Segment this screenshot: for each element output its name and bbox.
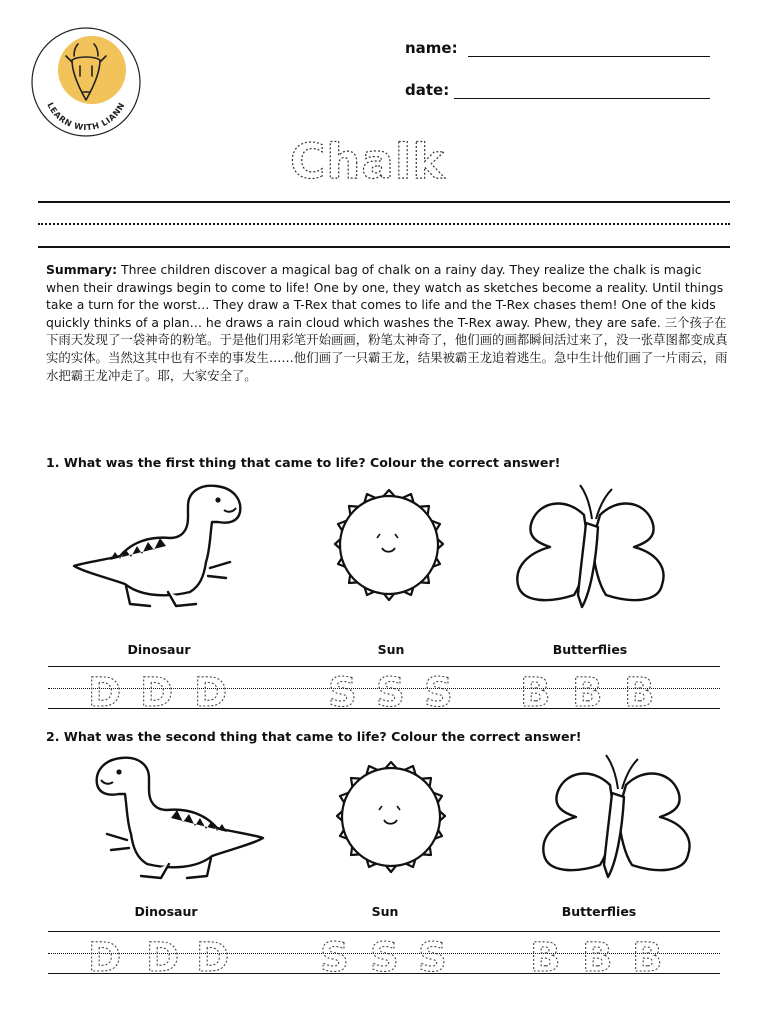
logo-brand-text: LEARN WITH LIANN	[45, 100, 127, 133]
q1-option-dinosaur[interactable]: Dinosaur	[127, 642, 191, 657]
trace-letter: B	[530, 935, 561, 977]
trace-letter: D	[194, 670, 228, 712]
svg-text:Chalk: Chalk	[290, 134, 446, 190]
handwriting-top-line	[38, 201, 730, 203]
q2-option-dinosaur[interactable]: Dinosaur	[134, 904, 198, 919]
summary-paragraph	[46, 261, 736, 384]
q2-tracing-row[interactable]	[48, 931, 720, 975]
q1-option-sun[interactable]: Sun	[377, 642, 405, 657]
handwriting-base-line	[38, 246, 730, 248]
name-field[interactable]	[468, 56, 710, 57]
question-2: 2. What was the second thing that came to life? Colour the correct answer!	[46, 729, 582, 744]
trace-letter: S	[376, 670, 405, 712]
q1-tracing-row[interactable]	[48, 666, 720, 710]
dinosaur-icon[interactable]	[70, 480, 245, 615]
trace-letter: B	[624, 670, 655, 712]
trace-letter: B	[632, 935, 663, 977]
butterfly-icon[interactable]	[536, 753, 696, 895]
sun-icon[interactable]	[316, 760, 466, 886]
date-label: date:	[405, 81, 450, 99]
trace-letter: D	[140, 670, 174, 712]
trace-letter: S	[418, 935, 447, 977]
q2-option-sun[interactable]: Sun	[371, 904, 399, 919]
page-title	[270, 132, 500, 192]
trace-letter: B	[572, 670, 603, 712]
trace-letter: S	[320, 935, 349, 977]
handwriting-mid-line	[38, 223, 730, 225]
date-field[interactable]	[454, 98, 710, 99]
trace-letter: D	[146, 935, 180, 977]
sun-icon[interactable]	[314, 488, 464, 614]
summary-label: Summary:	[46, 262, 118, 277]
butterfly-icon[interactable]	[510, 483, 670, 625]
question-1: 1. What was the first thing that came to life? Colour the correct answer!	[46, 455, 561, 470]
trace-letter: S	[424, 670, 453, 712]
name-label: name:	[405, 39, 458, 57]
trace-letter: S	[370, 935, 399, 977]
trace-letter: D	[196, 935, 230, 977]
dinosaur-icon[interactable]	[92, 752, 267, 887]
trace-letter: B	[582, 935, 613, 977]
trace-letter: D	[88, 670, 122, 712]
trace-letter: B	[520, 670, 551, 712]
q1-option-butterflies[interactable]: Butterflies	[552, 642, 628, 657]
trace-letter: D	[88, 935, 122, 977]
learn-with-liann-logo	[30, 26, 142, 138]
summary-text: Three children discover a magical bag of chalk on a rainy day. They realize the chalk is magic when their drawings begin to come to life! One by one, they watch as sketches become a reality. Until things take a turn for the worst… They draw a T-Rex that comes to life and the T-Rex chases them! One of the kids quickly thinks of a plan… he draws a rain cloud which washes the T-Rex away. Phew, they are safe. 三个孩子在下雨天发现了一袋神奇的粉笔。于是他们用彩笔开始画画，粉笔太神奇了，他们画的画都瞬间活过来了，没一张草图都变成真实的实体。当然这其中也有不幸的事发生……他们画了一只霸王龙，结果被霸王龙追着逃生。急中生计他们画了一片雨云，雨水把霸王龙冲走了。耶，大家安全了。	[46, 262, 728, 383]
q2-option-butterflies[interactable]: Butterflies	[561, 904, 637, 919]
trace-letter: S	[328, 670, 357, 712]
